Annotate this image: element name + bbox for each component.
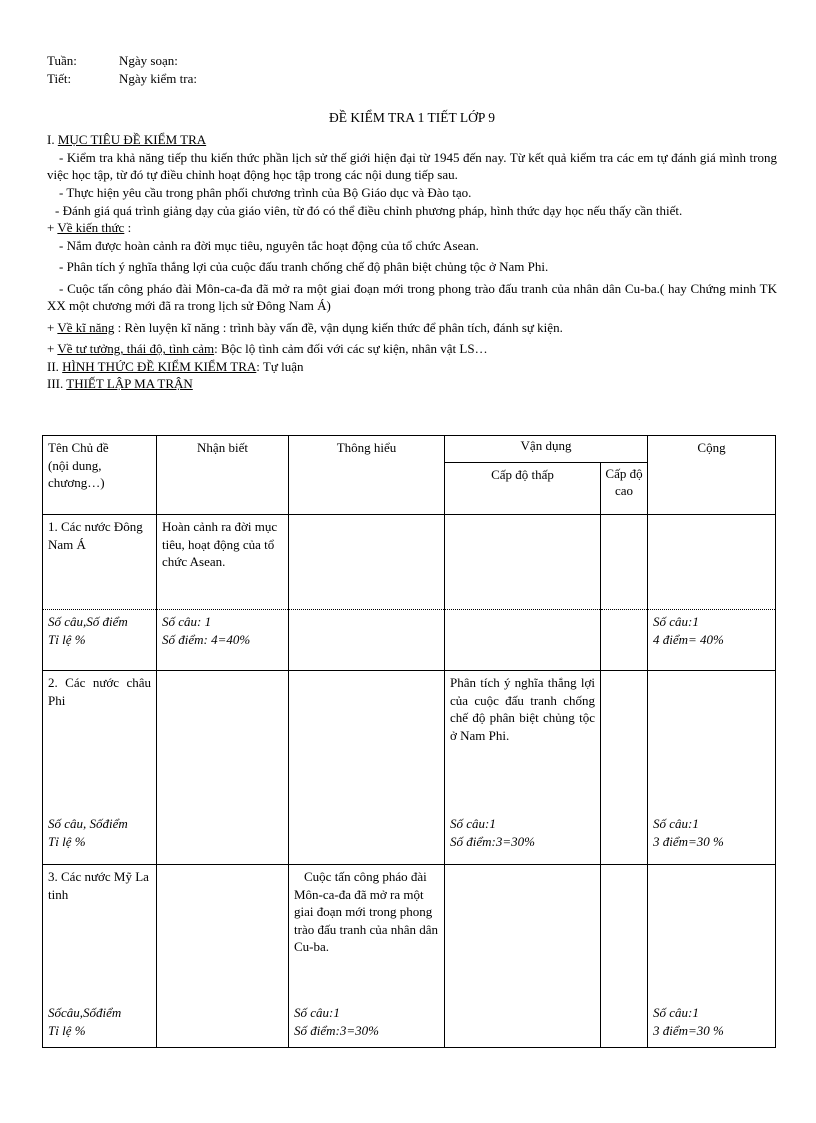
row1-nhan-biet: Hoàn cảnh ra đời mục tiêu, hoạt động của tổ chức Asean. <box>157 515 289 610</box>
table-row <box>43 812 776 865</box>
ngay-kiem-tra-label: Ngày kiểm tra: <box>119 70 197 86</box>
tuan-label: Tuần: <box>47 53 77 68</box>
document-page <box>47 52 777 393</box>
objective-paragraph-1: - Kiểm tra khả năng tiếp thu kiến thức phần lịch sử thế giới hiện đại từ 1945 đến nay. Từ kết quả kiểm tra các em tự đánh giá mình trong việc học tập, từ đó tự điều chỉnh hoạt động học tập trong các nội dung tiếp sau. <box>47 149 777 183</box>
header-cap-do-thap: Cấp độ thấp <box>445 462 601 514</box>
attitude-line: + Về tư tưởng, thái độ, tình cảm: Bộc lộ tình cảm đối với các sự kiện, nhân vật LS… <box>47 341 488 357</box>
section-3-heading: III. THIẾT LẬP MA TRẬN <box>47 376 193 392</box>
skill-line: + Về kĩ năng : Rèn luyện kĩ năng : trình bày vấn đề, vận dụng kiến thức để phân tích, đánh sự kiện. <box>47 319 563 335</box>
table-row <box>43 515 776 610</box>
knowledge-item-3: - Cuộc tấn công pháo đài Môn-ca-đa đã mở ra một giai đoạn mới trong phong trào đấu tranh của nhân dân Cu-ba.( hay Chứng minh TK XX một chương mới đã ra trong lịch sử Đông Nam Á) <box>47 280 777 314</box>
header-row-2 <box>47 70 777 88</box>
header-nhan-biet: Nhận biết <box>157 436 289 515</box>
matrix-table <box>42 435 776 1048</box>
row1-stat-cong: Số câu:1 4 điểm= 40% <box>648 610 776 671</box>
row1-stat-thong-hieu <box>289 610 445 671</box>
section-1-title: MỤC TIÊU ĐỀ KIỂM TRA <box>57 132 207 148</box>
header-topic: Tên Chủ đề (nội dung, chương…) <box>43 436 157 515</box>
row1-stat-thap <box>445 610 601 671</box>
row1-stat-cao <box>601 610 648 671</box>
row1-stat-nhan-biet: Số câu: 1 Số điểm: 4=40% <box>157 610 289 671</box>
objective-paragraph-3: - Đánh giá quá trình giảng dạy của giáo viên, từ đó có thể điều chỉnh phương pháp, hình thức dạy học nếu thấy cần thiết. <box>55 202 683 218</box>
row2-topic: 2. Các nước châu Phi <box>43 671 157 813</box>
table-row <box>43 1001 776 1048</box>
row3-thap <box>445 865 601 1002</box>
row3-stat-label: Sốcâu,Sốđiểm Tỉ lệ % <box>43 1001 157 1048</box>
section-1-prefix: I. <box>47 132 58 148</box>
row3-thong-hieu: Cuộc tấn công pháo đài Môn-ca-đa đã mở ra một giai đoạn mới trong phong trào đấu tranh của nhân dân Cu-ba. <box>289 865 445 1002</box>
row1-thong-hieu <box>289 515 445 610</box>
table-row <box>43 865 776 1002</box>
row2-cao <box>601 671 648 813</box>
tiet-label: Tiết: <box>47 70 72 86</box>
row2-stat-label: Số câu, Sốđiểm Tỉ lệ % <box>43 812 157 865</box>
row3-stat-cao <box>601 1001 648 1048</box>
row1-cong <box>648 515 776 610</box>
row1-topic: 1. Các nước Đông Nam Á <box>43 515 157 610</box>
row2-nhan-biet <box>157 671 289 813</box>
knowledge-item-2: - Phân tích ý nghĩa thắng lợi của cuộc đấu tranh chống chế độ phân biệt chủng tộc ở Nam Phi. <box>59 259 549 275</box>
row2-stat-thong-hieu <box>289 812 445 865</box>
row2-stat-nhan-biet <box>157 812 289 865</box>
ngay-soan-label: Ngày soạn: <box>119 53 178 68</box>
header-cong: Cộng <box>648 436 776 515</box>
header-cap-do-cao: Cấp độ cao <box>601 462 648 514</box>
row3-nhan-biet <box>157 865 289 1002</box>
row2-stat-cong: Số câu:1 3 điểm=30 % <box>648 812 776 865</box>
header-row-1 <box>47 52 777 70</box>
row2-stat-thap: Số câu:1 Số điểm:3=30% <box>445 812 601 865</box>
objective-paragraph-2: - Thực hiện yêu cầu trong phân phối chương trình của Bộ Giáo dục và Đào tạo. <box>59 184 472 200</box>
row3-stat-cong: Số câu:1 3 điểm=30 % <box>648 1001 776 1048</box>
header-thong-hieu: Thông hiểu <box>289 436 445 515</box>
row2-thong-hieu <box>289 671 445 813</box>
row1-cao <box>601 515 648 610</box>
table-header-row-1 <box>43 436 776 463</box>
knowledge-heading: + Về kiến thức : <box>47 220 132 236</box>
row3-cong <box>648 865 776 1002</box>
row3-stat-thap <box>445 1001 601 1048</box>
table-row <box>43 671 776 813</box>
row2-stat-cao <box>601 812 648 865</box>
section-2-heading: II. HÌNH THỨC ĐỀ KIỂM KIỂM TRA: Tự luận <box>47 358 304 374</box>
row3-topic: 3. Các nước Mỹ La tinh <box>43 865 157 1002</box>
row1-thap <box>445 515 601 610</box>
row1-stat-label: Số câu,Số điểm Tỉ lệ % <box>43 610 157 671</box>
row2-thap: Phân tích ý nghĩa thắng lợi của cuộc đấu tranh chống chế độ phân biệt chủng tộc ở Nam Phi. <box>445 671 601 813</box>
row3-stat-thong-hieu: Số câu:1 Số điểm:3=30% <box>289 1001 445 1048</box>
section-1-heading <box>47 131 777 149</box>
row2-cong <box>648 671 776 813</box>
knowledge-item-1: - Nắm được hoàn cảnh ra đời mục tiêu, nguyên tắc hoạt động của tổ chức Asean. <box>59 237 479 253</box>
row3-cao <box>601 865 648 1002</box>
header-van-dung: Vận dụng <box>445 436 648 463</box>
page-title: ĐỀ KIỂM TRA 1 TIẾT LỚP 9 <box>328 110 495 126</box>
table-row <box>43 610 776 671</box>
row3-stat-nhan-biet <box>157 1001 289 1048</box>
